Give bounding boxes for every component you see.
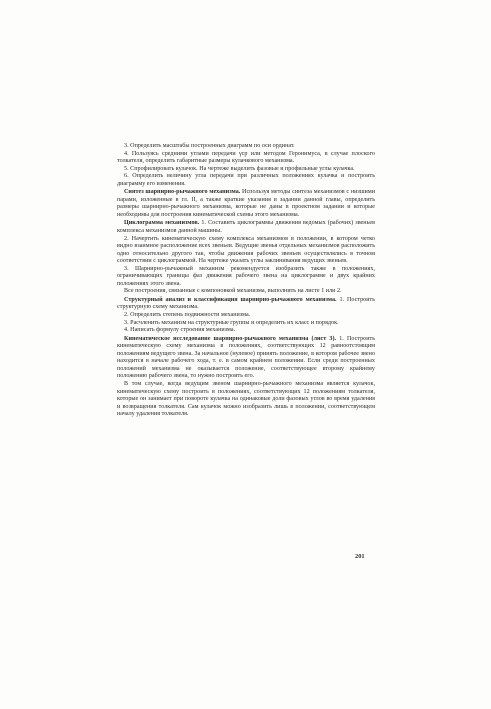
paragraph bbox=[117, 143, 375, 151]
paragraph bbox=[117, 312, 375, 320]
paragraph bbox=[117, 336, 375, 381]
paragraph bbox=[117, 381, 375, 419]
paragraph bbox=[117, 173, 375, 188]
paragraph-body: 2. Определить степень подвижности механизма. bbox=[124, 312, 251, 319]
paragraph-body: Используя методы синтеза механизмов с низшими парами, изложенные в гл. II, а также краткие указания в задании данной главы, определить размеры шарнирно-рычажного механизма, которые не даны в проектном задании и которые необходимы для построения кинематической схемы этого механизма. bbox=[117, 189, 375, 218]
paragraph-body: Все построения, связанные с компоновкой механизма, выполнить на листе 1 или 2. bbox=[124, 288, 342, 295]
paragraph-body: 2. Начертить кинематическую схему комплекса механизмов в положении, в котором четко видно взаимное расположение всех звеньев. Ведущие звенья отдельных механизмов расположить одно относительно другого так, чтобы движения рабочих звеньев осуществлялись в точном соответствии с циклограммой. На чертеже указать углы заклинивания ведущих звеньев. bbox=[117, 235, 375, 265]
body-text bbox=[117, 143, 375, 419]
paragraph-body: 4. Пользуясь средними углами передачи γср или методом Геронимуса, в случае плоского толкателя, определить габаритные размеры кулачкового механизма. bbox=[117, 150, 375, 165]
paragraph-lead: Кинематическое исследование шарнирно-рычажного механизма (лист 3). bbox=[124, 335, 337, 342]
paragraph-body: 6. Определить величину угла передачи при различных положениях кулачка и построить диаграмму его изменения. bbox=[117, 173, 375, 187]
paragraph-body: 4. Написать формулу строения механизма. bbox=[124, 327, 236, 334]
paragraph bbox=[117, 327, 375, 335]
paragraph bbox=[117, 151, 375, 166]
paragraph bbox=[117, 320, 375, 328]
paragraph-body: 5. Спрофилировать кулачок. На чертеже выделить фазовые и профильные углы кулачка. bbox=[124, 165, 355, 172]
paragraph-body: 3. Шарнирно-рычажный механизм рекомендуется изобразить также в положениях, ограничивающих границы фаз движения рабочего звена на циклограмме и двух крайних положениях этого звена. bbox=[117, 265, 375, 287]
paragraph bbox=[117, 189, 375, 219]
paragraph-lead: Структурный анализ и классификация шарнирно-рычажного механизма. bbox=[124, 296, 337, 303]
paragraph-body: 3. Расчленить механизм на структурные группы и определить их класс и порядок. bbox=[124, 319, 339, 326]
paragraph-body: 1. Построить кинематическую схему механизма в положениях, соответствующих 12 равноотстоящим положениям ведущего звена. За начальное (нулевое) принять положение, в котором рабочее звено находится в начале рабочего хода, т. е. в самом крайнем положении. Если среди построенных положений механизма не оказывается положение, соответствующее второму крайнему положению рабочего звена, то нужно построить его. bbox=[117, 335, 375, 380]
paragraph-body: В том случае, когда ведущим звеном шарнирно-рычажного механизма является кулачок, кинематическую схему построить в положениях, соответствующих 12 положениям толкателя, которые он занимает при повороте кулачка на одинаковые доли фазовых углов во время удаления и возвращения толкателя. Сам кулачок можно изобразить лишь в положении, соответствующем началу удаления толкателя. bbox=[117, 380, 375, 418]
paragraph bbox=[117, 266, 375, 289]
paragraph bbox=[117, 297, 375, 312]
paragraph-body: 3. Определить масштабы построенных диаграмм по оси ординат. bbox=[124, 143, 295, 149]
paragraph-body: 1. Составить циклограммы движения ведомых (рабочих) звеньев комплекса механизмов данной машины. bbox=[117, 220, 375, 235]
paragraph-lead: Синтез шарнирно-рычажного механизма. bbox=[124, 189, 241, 196]
paragraph bbox=[117, 220, 375, 235]
paragraph-body: 1. Построить структурную схему механизма. bbox=[117, 296, 375, 311]
page-number: 201 bbox=[355, 553, 365, 560]
paragraph bbox=[117, 166, 375, 174]
paragraph bbox=[117, 288, 375, 296]
paragraph-lead: Циклограмма механизмов. bbox=[124, 220, 200, 227]
paragraph bbox=[117, 236, 375, 266]
